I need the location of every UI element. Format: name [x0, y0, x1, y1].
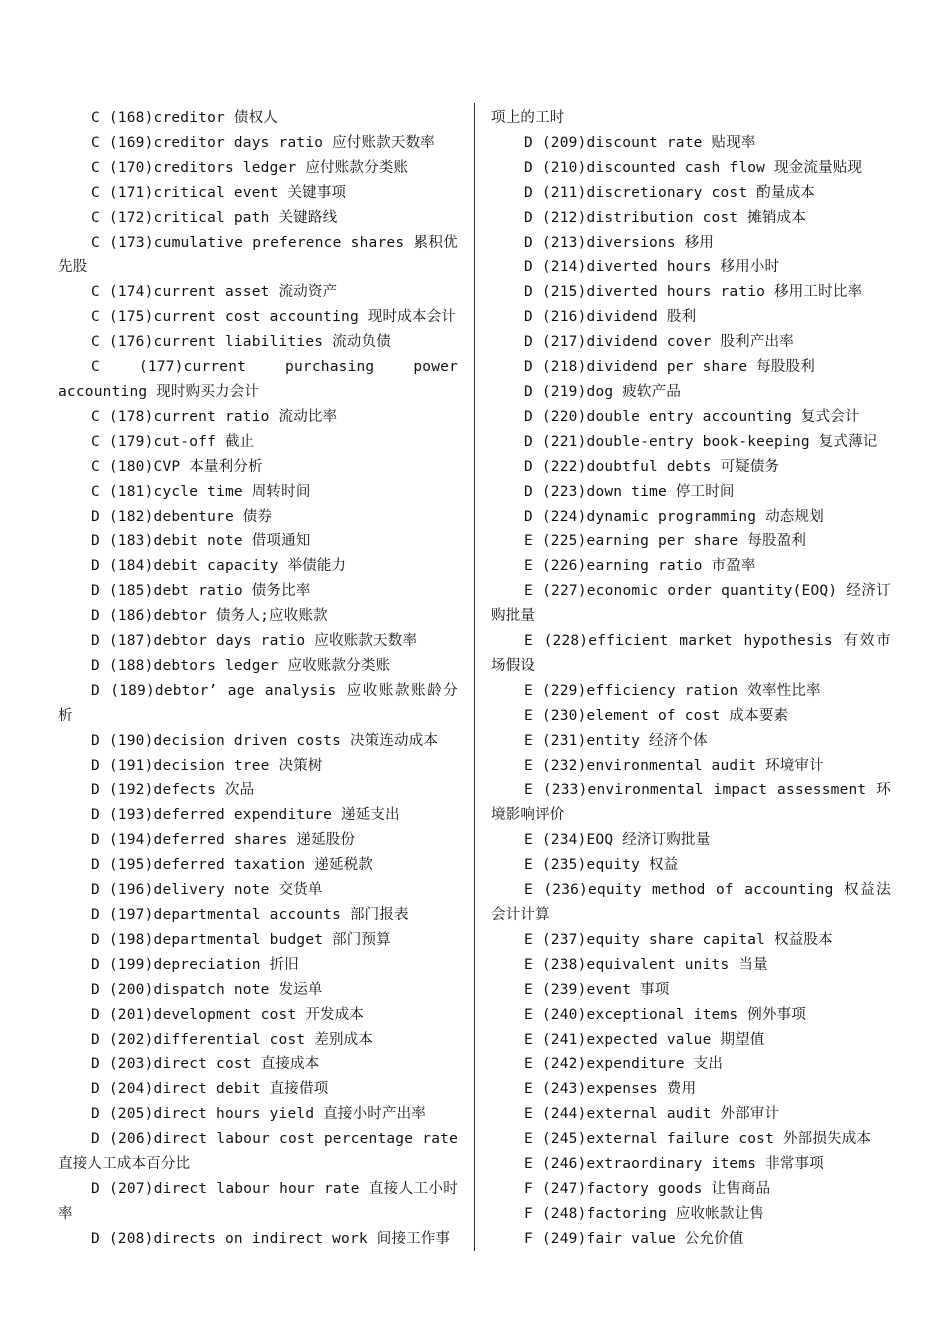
glossary-entry: C (177)current purchasing power accounting 现时购买力会计 — [58, 359, 458, 400]
glossary-entry: E (240)exceptional items 例外事项 — [524, 1006, 807, 1023]
glossary-entry: C (175)current cost accounting 现时成本会计 — [91, 309, 457, 326]
glossary-entry: C (173)cumulative preference shares 累积优先股 — [58, 234, 458, 276]
glossary-entry: E (244)external audit 外部审计 — [524, 1106, 780, 1123]
glossary-entry: D (194)deferred shares 递延股份 — [91, 832, 356, 849]
glossary-entry: E (239)event 事项 — [524, 981, 670, 998]
glossary-entry: E (241)expected value 期望值 — [524, 1031, 765, 1048]
glossary-entry: C (169)creditor days ratio 应付账款天数率 — [91, 134, 436, 151]
glossary-entry: E (225)earning per share 每股盈利 — [524, 533, 807, 550]
glossary-entry: E (238)equivalent units 当量 — [524, 956, 768, 973]
glossary-entry: D (223)down time 停工时间 — [524, 483, 735, 500]
glossary-entry: E (226)earning ratio 市盈率 — [524, 558, 756, 575]
glossary-entry: F (248)factoring 应收帐款让售 — [524, 1205, 765, 1222]
glossary-entry: E (236)equity method of accounting 权益法会计计算 — [491, 882, 891, 923]
glossary-entry: D (199)depreciation 折旧 — [91, 956, 299, 973]
glossary-entry: E (246)extraordinary items 非常事项 — [524, 1156, 824, 1173]
glossary-entry: C (172)critical path 关键路线 — [91, 209, 338, 226]
glossary-entry: C (178)current ratio 流动比率 — [91, 408, 338, 425]
glossary-entry: D (204)direct debit 直接借项 — [91, 1081, 329, 1098]
column-divider — [474, 103, 475, 1251]
glossary-entry: D (207)direct labour hour rate 直接人工小时率 — [58, 1180, 458, 1222]
glossary-entry: D (219)dog 疲软产品 — [524, 383, 682, 400]
glossary-entry: E (235)equity 权益 — [524, 857, 679, 874]
glossary-entry: C (181)cycle time 周转时间 — [91, 483, 311, 500]
glossary-entry: E (231)entity 经济个体 — [524, 732, 708, 749]
glossary-entry: E (230)element of cost 成本要素 — [524, 707, 789, 724]
glossary-entry: D (201)development cost 开发成本 — [91, 1006, 365, 1023]
glossary-entry: D (198)departmental budget 部门预算 — [91, 931, 391, 948]
glossary-entry: D (213)diversions 移用 — [524, 234, 715, 251]
glossary-entry: D (214)diverted hours 移用小时 — [524, 259, 780, 276]
glossary-entry: D (205)direct hours yield 直接小时产出率 — [91, 1106, 427, 1123]
glossary-entry: D (184)debit capacity 举债能力 — [91, 558, 347, 575]
glossary-entry: D (200)dispatch note 发运单 — [91, 981, 323, 998]
glossary-entry: E (245)external failure cost 外部损失成本 — [524, 1131, 872, 1148]
glossary-entry: C (180)CVP 本量利分析 — [91, 458, 263, 475]
glossary-entry: C (168)creditor 债权人 — [91, 110, 278, 126]
glossary-entry: D (218)dividend per share 每股股利 — [524, 359, 815, 376]
glossary-entry: C (176)current liabilities 流动负债 — [91, 334, 391, 351]
glossary-entry: D (185)debt ratio 债务比率 — [91, 583, 311, 600]
glossary-entry: C (171)critical event 关键事项 — [91, 184, 347, 201]
glossary-entry: E (243)expenses 费用 — [524, 1081, 697, 1098]
glossary-entry: D (208)directs on indirect work 间接工作事 — [91, 1230, 451, 1247]
glossary-entry: D (217)dividend cover 股利产出率 — [524, 334, 794, 351]
glossary-entry: D (192)defects 次品 — [91, 782, 255, 799]
glossary-entry: D (188)debtors ledger 应收账款分类账 — [91, 657, 391, 674]
glossary-entry: D (206)direct labour cost percentage rate 直接人工成本百分比 — [58, 1131, 458, 1173]
glossary-entry: E (227)economic order quantity(EOQ) 经济订购批量 — [491, 583, 891, 625]
continuation-text: 项上的工时 — [491, 110, 565, 126]
glossary-entry: D (215)diverted hours ratio 移用工时比率 — [524, 284, 863, 301]
glossary-entry: D (182)debenture 债券 — [91, 508, 273, 525]
glossary-entry: D (189)debtor’ age analysis 应收账款账龄分析 — [58, 682, 458, 724]
glossary-entry: D (196)delivery note 交货单 — [91, 882, 323, 899]
glossary-entry: D (224)dynamic programming 动态规划 — [524, 508, 824, 525]
glossary-entry: D (195)deferred taxation 递延税款 — [91, 857, 374, 874]
glossary-entry: E (237)equity share capital 权益股本 — [524, 931, 833, 948]
left-column — [58, 106, 458, 1252]
glossary-entry: E (242)expenditure 支出 — [524, 1056, 724, 1073]
glossary-entry: F (247)factory goods 让售商品 — [524, 1180, 771, 1197]
glossary-entry: C (179)cut-off 截止 — [91, 433, 255, 450]
glossary-entry: E (232)environmental audit 环境审计 — [524, 757, 824, 774]
glossary-entry: D (190)decision driven costs 决策连动成本 — [91, 732, 439, 749]
glossary-entry: F (249)fair value 公允价值 — [524, 1230, 744, 1247]
glossary-entry: D (222)doubtful debts 可疑债务 — [524, 458, 780, 475]
glossary-entry: D (209)discount rate 贴现率 — [524, 134, 756, 151]
glossary-entry: D (186)debtor 债务人;应收账款 — [91, 608, 328, 625]
glossary-entry: E (234)EOQ 经济订购批量 — [524, 832, 711, 849]
glossary-entry: D (187)debtor days ratio 应收账款天数率 — [91, 633, 418, 650]
glossary-entry: D (211)discretionary cost 酌量成本 — [524, 184, 815, 201]
glossary-entry: D (193)deferred expenditure 递延支出 — [91, 807, 400, 824]
glossary-entry: D (191)decision tree 决策树 — [91, 757, 323, 774]
glossary-entry: D (220)double entry accounting 复式会计 — [524, 408, 860, 425]
glossary-entry: D (221)double-entry book-keeping 复式薄记 — [524, 433, 878, 450]
glossary-entry: D (216)dividend 股利 — [524, 309, 697, 326]
glossary-entry: E (229)efficiency ration 效率性比率 — [524, 682, 821, 699]
glossary-entry: D (197)departmental accounts 部门报表 — [91, 907, 409, 923]
glossary-entry: D (203)direct cost 直接成本 — [91, 1056, 320, 1073]
right-column — [491, 106, 891, 1252]
glossary-entry: C (170)creditors ledger 应付账款分类账 — [91, 159, 409, 176]
glossary-entry: D (183)debit note 借项通知 — [91, 533, 311, 550]
glossary-entry: D (210)discounted cash flow 现金流量贴现 — [524, 159, 863, 176]
glossary-entry: C (174)current asset 流动资产 — [91, 284, 338, 301]
glossary-entry: E (233)environmental impact assessment 环境影响评价 — [491, 782, 891, 824]
glossary-entry: D (212)distribution cost 摊销成本 — [524, 209, 807, 226]
glossary-entry: D (202)differential cost 差别成本 — [91, 1031, 374, 1048]
glossary-entry: E (228)efficient market hypothesis 有效市场假设 — [491, 633, 891, 674]
